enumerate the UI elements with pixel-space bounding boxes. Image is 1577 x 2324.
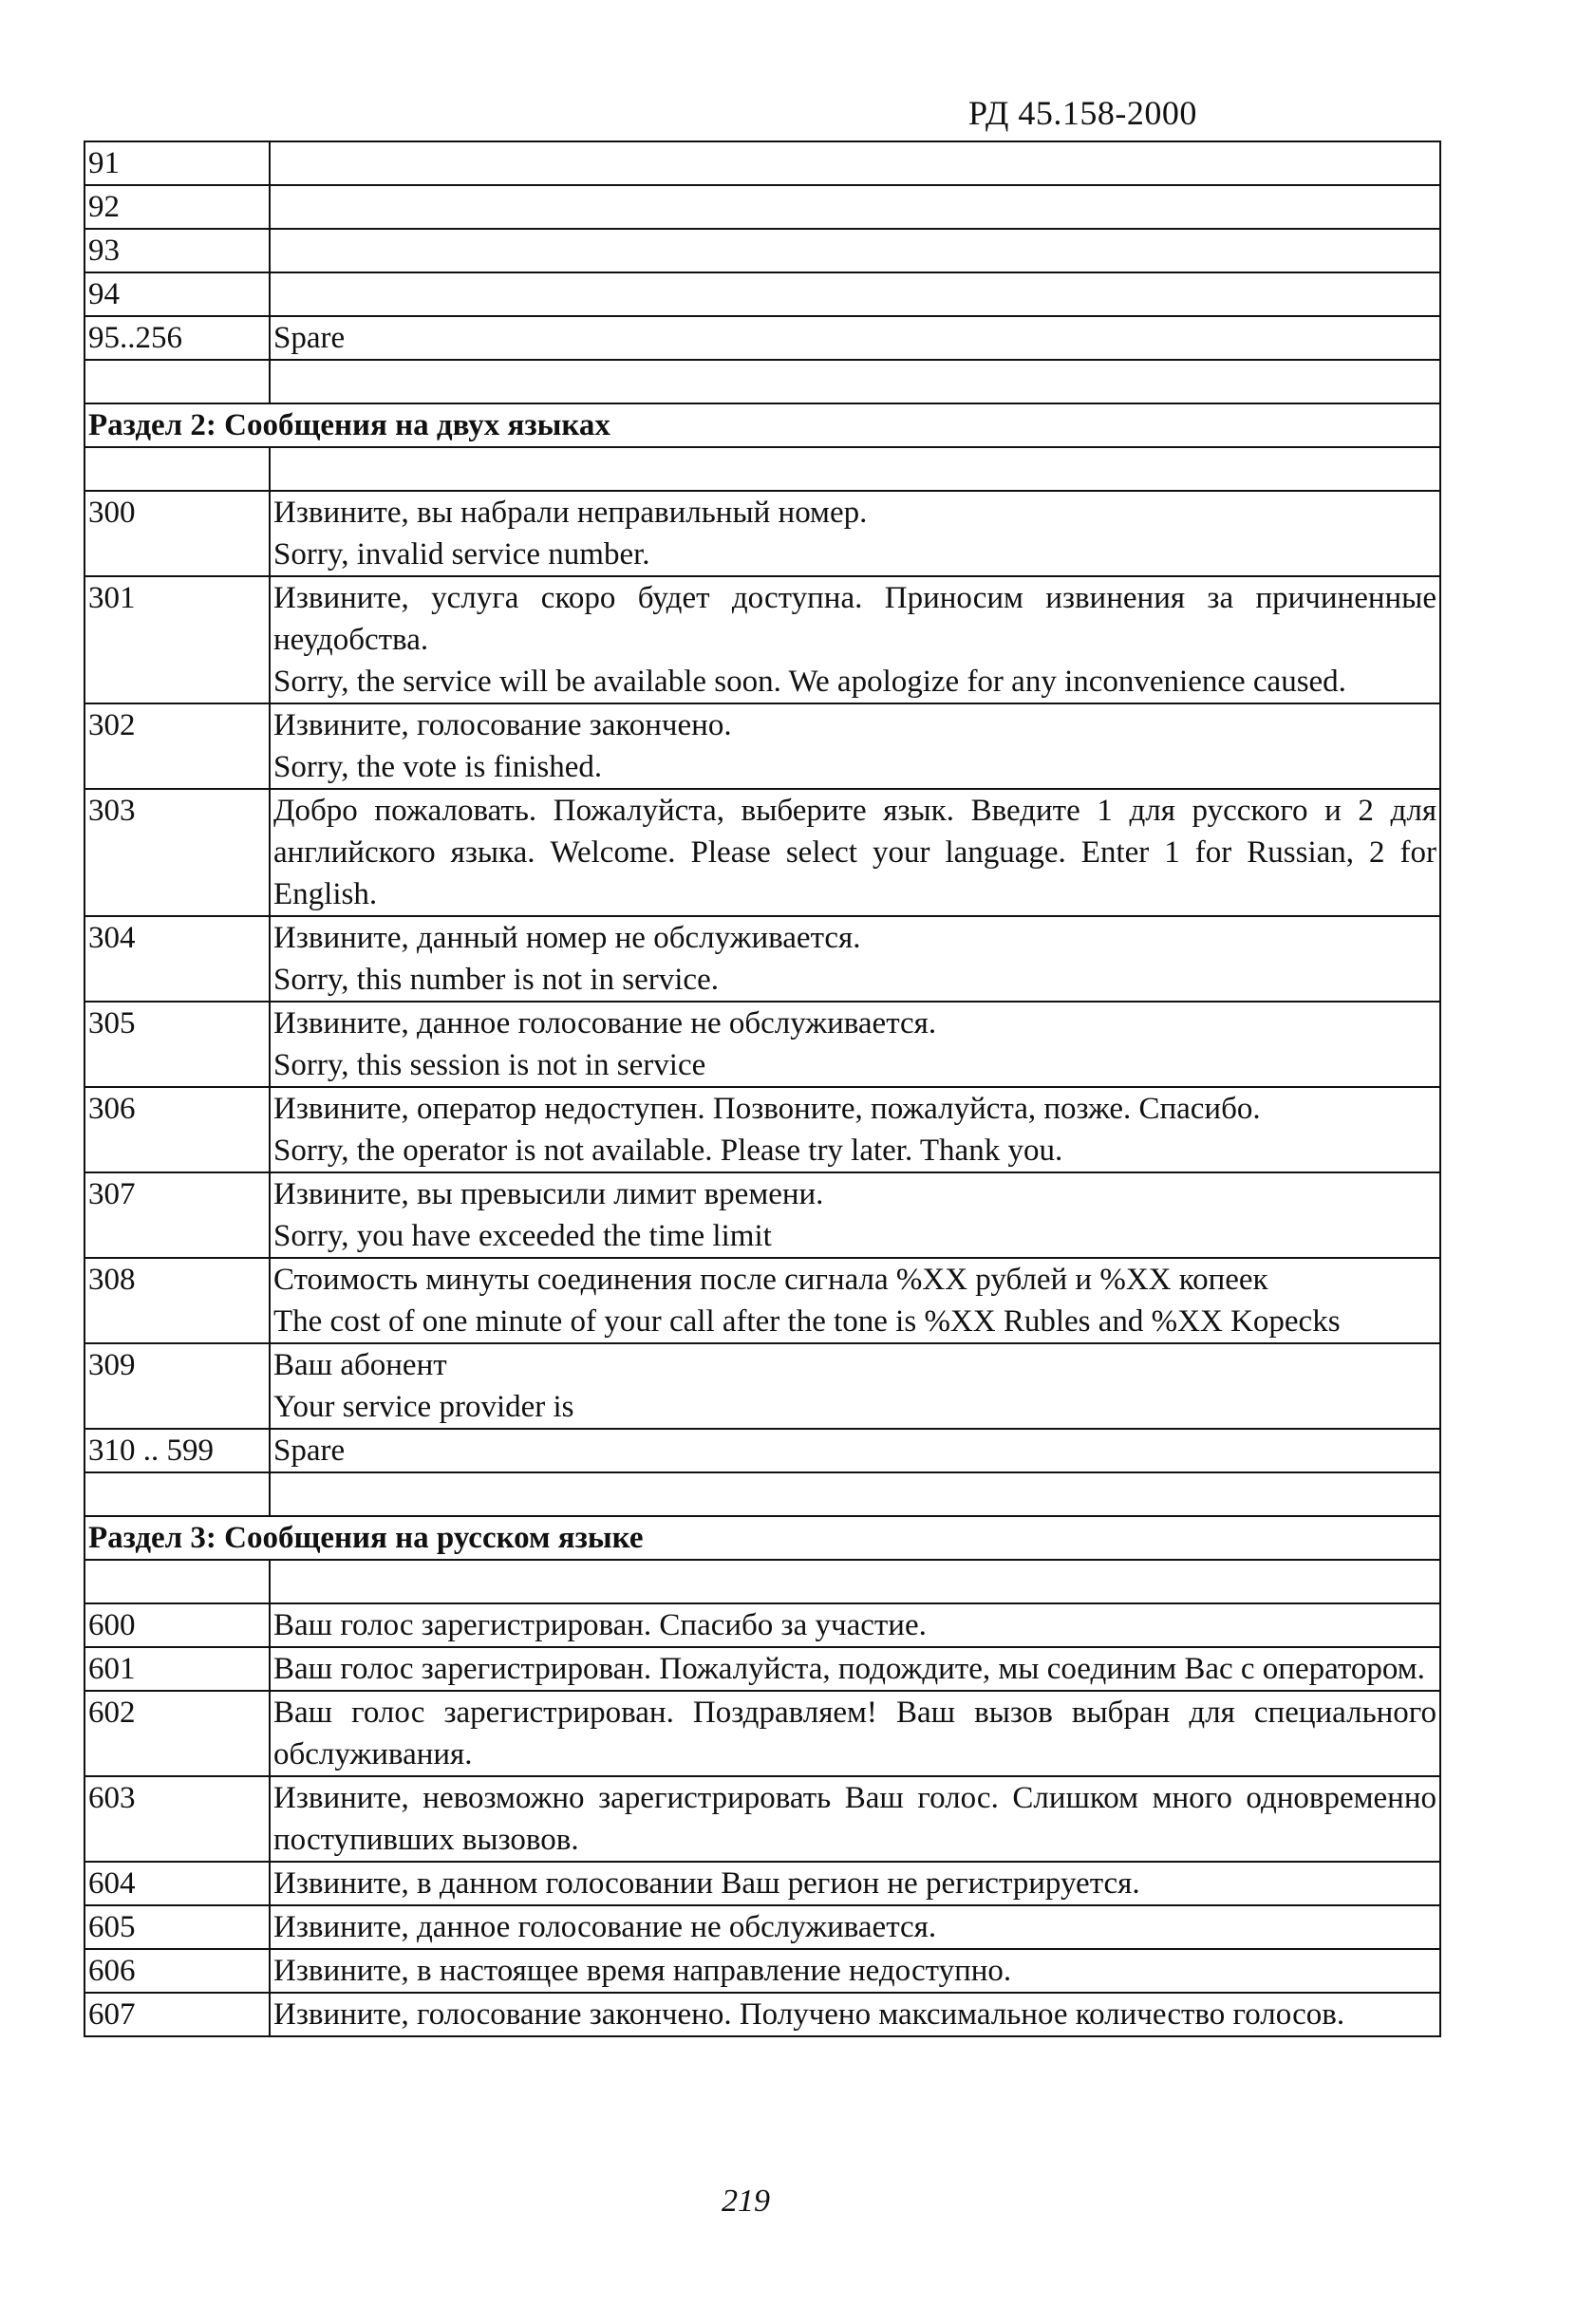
message-text: [270, 1603, 1440, 1647]
message-code: 95..256: [84, 316, 270, 360]
message-code: 300: [84, 491, 270, 576]
empty-row: [84, 447, 1440, 491]
message-code: 309: [84, 1343, 270, 1429]
message-text: [270, 141, 1440, 185]
message-line: Ваш голос зарегистрирован. Поздравляем! Ваш вызов выбран для специального обслуживания.: [273, 1696, 1436, 1771]
message-code: 607: [84, 1993, 270, 2036]
message-text: [270, 1647, 1440, 1691]
message-text: [270, 1087, 1440, 1172]
section-header-row: [84, 1516, 1440, 1560]
section-title: Раздел 3: Сообщения на русском языке: [84, 1516, 1440, 1560]
message-code: 93: [84, 229, 270, 272]
message-code: 310 .. 599: [84, 1429, 270, 1472]
message-text: [270, 703, 1440, 789]
message-line: Spare: [273, 321, 346, 355]
table-row: [84, 316, 1440, 360]
message-line: Извините, вы набрали неправильный номер.: [273, 496, 868, 530]
message-text: [270, 1776, 1440, 1862]
message-line: Ваш голос зарегистрирован. Пожалуйста, подождите, мы соединим Вас с оператором.: [273, 1652, 1425, 1686]
message-line: Извините, невозможно зарегистрировать Ваш голос. Слишком много одновременно поступивших вызовов.: [273, 1781, 1436, 1857]
empty-row: [84, 360, 1440, 403]
table-row: [84, 141, 1440, 185]
message-text: [270, 1560, 1440, 1603]
message-code: 307: [84, 1172, 270, 1258]
message-code: 305: [84, 1002, 270, 1087]
table-row: [84, 1691, 1440, 1776]
page-number: 219: [722, 2183, 770, 2219]
table-row: [84, 703, 1440, 789]
empty-row: [84, 1472, 1440, 1516]
message-line: Извините, данное голосование не обслуживается.: [273, 1910, 937, 1944]
table-row: [84, 1603, 1440, 1647]
message-line: Извините, оператор недоступен. Позвоните, пожалуйста, позже. Спасибо.: [273, 1092, 1261, 1126]
message-line: Ваш абонент: [273, 1348, 447, 1382]
section-title: Раздел 2: Сообщения на двух языках: [84, 403, 1440, 447]
message-line: Извините, в настоящее время направление недоступно.: [273, 1954, 1012, 1988]
message-code: [84, 1560, 270, 1603]
table-row: [84, 1172, 1440, 1258]
table-row: [84, 1343, 1440, 1429]
message-text: [270, 1002, 1440, 1087]
table-row: [84, 1862, 1440, 1905]
message-code: 603: [84, 1776, 270, 1862]
message-line: Sorry, invalid service number.: [273, 537, 650, 572]
message-text: [270, 1172, 1440, 1258]
section-header-row: [84, 403, 1440, 447]
message-line: Добро пожаловать. Пожалуйста, выберите язык. Введите 1 для русского и 2 для английского языка. Welcome. Please select your language. Enter 1 for Russian, 2 for English.: [273, 794, 1436, 911]
message-code: 301: [84, 576, 270, 703]
table-row: [84, 1258, 1440, 1343]
message-text: [270, 576, 1440, 703]
message-code: 303: [84, 789, 270, 916]
message-code: 605: [84, 1905, 270, 1949]
table-row: [84, 1647, 1440, 1691]
message-text: [270, 316, 1440, 360]
message-text: [270, 1905, 1440, 1949]
message-text: [270, 1949, 1440, 1993]
message-text: [270, 1343, 1440, 1429]
message-code: 606: [84, 1949, 270, 1993]
table-row: [84, 916, 1440, 1002]
message-text: [270, 360, 1440, 403]
message-text: [270, 789, 1440, 916]
table-row: [84, 1993, 1440, 2036]
message-code: 92: [84, 185, 270, 229]
message-table: [84, 141, 1441, 2037]
message-text: [270, 1472, 1440, 1516]
message-line: Извините, в данном голосовании Ваш регион не регистрируется.: [273, 1866, 1140, 1901]
table-row: [84, 491, 1440, 576]
message-line: Sorry, the service will be available soon. We apologize for any inconvenience caused.: [273, 665, 1346, 699]
message-text: [270, 1691, 1440, 1776]
message-line: Sorry, this session is not in service: [273, 1048, 706, 1082]
table-row: [84, 1776, 1440, 1862]
message-code: [84, 1472, 270, 1516]
message-code: 304: [84, 916, 270, 1002]
message-text: [270, 229, 1440, 272]
message-text: [270, 185, 1440, 229]
message-line: Извините, голосование закончено.: [273, 708, 732, 742]
table-row: [84, 272, 1440, 316]
message-text: [270, 1429, 1440, 1472]
message-code: 600: [84, 1603, 270, 1647]
message-line: Sorry, the vote is finished.: [273, 750, 603, 784]
message-text: [270, 1993, 1440, 2036]
message-text: [270, 447, 1440, 491]
message-code: 604: [84, 1862, 270, 1905]
message-text: [270, 272, 1440, 316]
table-row: [84, 1087, 1440, 1172]
table-row: [84, 1949, 1440, 1993]
message-line: Извините, голосование закончено. Получено максимальное количество голосов.: [273, 1997, 1345, 2032]
table-row: [84, 1002, 1440, 1087]
message-text: [270, 916, 1440, 1002]
table-row: [84, 185, 1440, 229]
message-code: 602: [84, 1691, 270, 1776]
message-line: Извините, данный номер не обслуживается.: [273, 921, 861, 955]
message-text: [270, 1258, 1440, 1343]
message-code: 94: [84, 272, 270, 316]
message-line: Ваш голос зарегистрирован. Спасибо за участие.: [273, 1608, 927, 1642]
message-code: 601: [84, 1647, 270, 1691]
message-text: [270, 1862, 1440, 1905]
message-line: Извините, вы превысили лимит времени.: [273, 1177, 824, 1211]
message-code: [84, 360, 270, 403]
message-code: 306: [84, 1087, 270, 1172]
message-line: The cost of one minute of your call after the tone is %XX Rubles and %XX Kopecks: [273, 1304, 1341, 1339]
table-row: [84, 1905, 1440, 1949]
table-row: [84, 229, 1440, 272]
message-code: [84, 447, 270, 491]
message-line: Sorry, you have exceeded the time limit: [273, 1219, 772, 1253]
message-line: Стоимость минуты соединения после сигнала %XX рублей и %XX копеек: [273, 1263, 1268, 1297]
table-row: [84, 789, 1440, 916]
table-row: [84, 576, 1440, 703]
table-row: [84, 1429, 1440, 1472]
message-line: Sorry, this number is not in service.: [273, 963, 719, 997]
document-code: РД 45.158-2000: [968, 94, 1197, 132]
message-line: Извините, услуга скоро будет доступна. Приносим извинения за причиненные неудобства.: [273, 581, 1436, 657]
message-line: Your service provider is: [273, 1390, 574, 1424]
message-line: Sorry, the operator is not available. Please try later. Thank you.: [273, 1134, 1063, 1168]
message-text: [270, 491, 1440, 576]
message-code: 91: [84, 141, 270, 185]
message-code: 308: [84, 1258, 270, 1343]
message-line: Извините, данное голосование не обслуживается.: [273, 1006, 937, 1040]
empty-row: [84, 1560, 1440, 1603]
message-table-body: [84, 141, 1440, 2036]
message-code: 302: [84, 703, 270, 789]
message-line: Spare: [273, 1434, 346, 1468]
